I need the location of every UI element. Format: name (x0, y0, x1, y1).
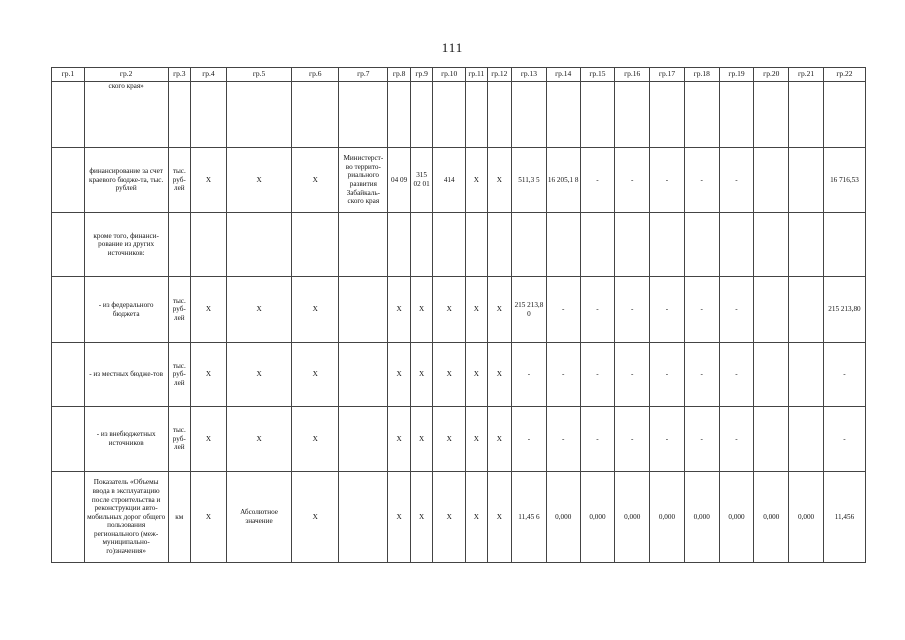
table-cell: - (580, 343, 615, 407)
table-cell (52, 82, 85, 148)
table-cell: X (487, 472, 512, 563)
table-cell (789, 82, 824, 148)
data-table (51, 67, 866, 563)
table-cell: X (226, 407, 291, 472)
table-cell: - (546, 407, 580, 472)
table-row (52, 277, 866, 343)
table-cell (168, 213, 190, 277)
table-cell (789, 343, 824, 407)
table-cell: 16 205,1 8 (546, 148, 580, 213)
header-cell: гр.7 (339, 68, 388, 82)
table-cell: тыс. руб-лей (168, 277, 190, 343)
header-cell: гр.10 (433, 68, 466, 82)
table-cell: X (433, 343, 466, 407)
table-cell (339, 407, 388, 472)
table-cell (191, 213, 227, 277)
table-cell (52, 407, 85, 472)
header-cell: гр.22 (823, 68, 865, 82)
table-cell: X (410, 277, 432, 343)
header-cell: гр.6 (292, 68, 339, 82)
table-cell: - (684, 343, 719, 407)
table-cell: - (546, 277, 580, 343)
table-cell: - (684, 148, 719, 213)
table-row (52, 213, 866, 277)
table-cell (168, 82, 190, 148)
table-cell (615, 82, 650, 148)
table-cell (339, 277, 388, 343)
table-cell: X (487, 148, 512, 213)
table-cell: X (487, 343, 512, 407)
table-cell: - из федерального бюджета (84, 277, 168, 343)
table-cell: X (466, 343, 487, 407)
table-cell (512, 82, 547, 148)
header-cell: гр.20 (754, 68, 789, 82)
table-cell (754, 407, 789, 472)
table-cell: X (410, 407, 432, 472)
header-cell: гр.4 (191, 68, 227, 82)
header-cell: гр.19 (719, 68, 754, 82)
table-cell (226, 82, 291, 148)
table-cell (433, 82, 466, 148)
table-cell: X (388, 407, 410, 472)
table-cell: кроме того, финанси-рование из других источников: (84, 213, 168, 277)
table-cell: - (580, 277, 615, 343)
table-cell: - (650, 343, 685, 407)
table-cell (466, 213, 487, 277)
table-cell: X (487, 277, 512, 343)
table-cell (789, 213, 824, 277)
table-cell: - (512, 407, 547, 472)
table-cell: - (615, 277, 650, 343)
table-cell: 0,000 (580, 472, 615, 563)
header-cell: гр.13 (512, 68, 547, 82)
table-cell (52, 213, 85, 277)
header-cell: гр.14 (546, 68, 580, 82)
header-cell: гр.8 (388, 68, 410, 82)
table-cell: X (292, 277, 339, 343)
table-cell: 11,456 (823, 472, 865, 563)
table-cell (410, 213, 432, 277)
header-cell: гр.3 (168, 68, 190, 82)
table-cell: тыс. руб-лей (168, 407, 190, 472)
table-cell: 16 716,53 (823, 148, 865, 213)
table-cell: X (466, 148, 487, 213)
table-cell: X (410, 472, 432, 563)
table-cell (339, 213, 388, 277)
table-cell: - (650, 148, 685, 213)
table-cell (388, 213, 410, 277)
header-cell: гр.15 (580, 68, 615, 82)
table-cell (754, 213, 789, 277)
table-cell: - (823, 407, 865, 472)
table-cell (580, 82, 615, 148)
table-cell: X (388, 472, 410, 563)
table-cell (339, 472, 388, 563)
table-cell: 0,000 (789, 472, 824, 563)
table-cell: 0,000 (546, 472, 580, 563)
table-cell (580, 213, 615, 277)
header-cell: гр.1 (52, 68, 85, 82)
table-cell (719, 213, 754, 277)
table-cell (546, 213, 580, 277)
table-cell (339, 343, 388, 407)
table-cell (487, 213, 512, 277)
table-cell: X (410, 343, 432, 407)
table-cell: - (615, 343, 650, 407)
table-cell: X (487, 407, 512, 472)
table-cell: ского края» (84, 82, 168, 148)
table-cell: финансирование за счет краевого бюдже-та, тыс. рублей (84, 148, 168, 213)
table-cell: 0,000 (650, 472, 685, 563)
table-cell: 215 213,80 (823, 277, 865, 343)
table-cell: - (823, 343, 865, 407)
table-cell: X (191, 148, 227, 213)
table-cell: Показатель «Объемы ввода в эксплуатацию после строительства и реконструкции авто-мобильных дорог общего пользования регионального (меж-муниципально-го)значения» (84, 472, 168, 563)
table-cell: 414 (433, 148, 466, 213)
table-cell (823, 82, 865, 148)
table-cell: X (292, 472, 339, 563)
table-cell: - (684, 407, 719, 472)
table-cell (512, 213, 547, 277)
table-cell (52, 277, 85, 343)
table-cell: 0,000 (615, 472, 650, 563)
table-cell (754, 82, 789, 148)
table-cell: X (466, 277, 487, 343)
header-cell: гр.5 (226, 68, 291, 82)
table-cell (823, 213, 865, 277)
table-cell: X (292, 148, 339, 213)
table-cell: X (191, 277, 227, 343)
table-cell: X (226, 148, 291, 213)
table-cell (191, 82, 227, 148)
table-cell (754, 277, 789, 343)
table-cell: - (719, 277, 754, 343)
table-cell (789, 148, 824, 213)
table-cell (684, 213, 719, 277)
table-cell (650, 82, 685, 148)
table-cell (388, 82, 410, 148)
header-cell: гр.12 (487, 68, 512, 82)
table-cell: 215 213,8 0 (512, 277, 547, 343)
table-cell: 0,000 (684, 472, 719, 563)
table-cell (410, 82, 432, 148)
table-cell: X (226, 277, 291, 343)
table-cell (754, 343, 789, 407)
table-cell: - (719, 407, 754, 472)
header-cell: гр.17 (650, 68, 685, 82)
table-row (52, 472, 866, 563)
table-cell: X (191, 343, 227, 407)
table-cell (487, 82, 512, 148)
header-cell: гр.2 (84, 68, 168, 82)
table-cell: - (684, 277, 719, 343)
table-cell: X (466, 407, 487, 472)
table-cell: X (388, 343, 410, 407)
table-cell (292, 82, 339, 148)
table-cell: Министерст-во террито-риального развития Забайкаль-ского края (339, 148, 388, 213)
table-cell: X (433, 407, 466, 472)
table-cell (433, 213, 466, 277)
header-row (52, 68, 866, 82)
table-cell: - (719, 343, 754, 407)
table-cell: - (580, 148, 615, 213)
table-cell: X (226, 343, 291, 407)
table-cell: - (650, 407, 685, 472)
header-cell: гр.9 (410, 68, 432, 82)
table-cell: тыс. руб-лей (168, 343, 190, 407)
table-cell (52, 343, 85, 407)
table-cell: 04 09 (388, 148, 410, 213)
table-cell: тыс. руб-лей (168, 148, 190, 213)
table-cell: - (650, 277, 685, 343)
header-cell: гр.11 (466, 68, 487, 82)
table-cell: - (615, 407, 650, 472)
table-cell: - (615, 148, 650, 213)
table-row (52, 343, 866, 407)
header-cell: гр.18 (684, 68, 719, 82)
table-cell (650, 213, 685, 277)
header-cell: гр.16 (615, 68, 650, 82)
table-cell: - (719, 148, 754, 213)
table-cell: X (388, 277, 410, 343)
table-cell: - (512, 343, 547, 407)
table-row (52, 82, 866, 148)
header-cell: гр.21 (789, 68, 824, 82)
table-cell: X (191, 407, 227, 472)
table-cell: 315 02 01 (410, 148, 432, 213)
table-row (52, 148, 866, 213)
table-cell (684, 82, 719, 148)
table-cell (339, 82, 388, 148)
table-cell (789, 407, 824, 472)
table-cell (292, 213, 339, 277)
table-cell (546, 82, 580, 148)
table-cell: X (466, 472, 487, 563)
table-cell: 0,000 (754, 472, 789, 563)
table-cell: X (292, 407, 339, 472)
table-cell (52, 472, 85, 563)
table-cell: - (580, 407, 615, 472)
table-cell (789, 277, 824, 343)
table-cell: X (433, 277, 466, 343)
table-cell: Абсолютное значение (226, 472, 291, 563)
page-number: 111 (441, 40, 464, 55)
table-cell (615, 213, 650, 277)
table-cell: км (168, 472, 190, 563)
table-cell: X (191, 472, 227, 563)
table-cell: X (292, 343, 339, 407)
table-cell (226, 213, 291, 277)
table-cell: 511,3 5 (512, 148, 547, 213)
table-cell (466, 82, 487, 148)
table-cell: 0,000 (719, 472, 754, 563)
table-cell (52, 148, 85, 213)
table-cell: - из внебюджетных источников (84, 407, 168, 472)
table-cell: 11,45 6 (512, 472, 547, 563)
table-cell: - из местных бюдже-тов (84, 343, 168, 407)
table-cell (754, 148, 789, 213)
table-row (52, 407, 866, 472)
table-cell: X (433, 472, 466, 563)
table-cell: - (546, 343, 580, 407)
table-cell (719, 82, 754, 148)
